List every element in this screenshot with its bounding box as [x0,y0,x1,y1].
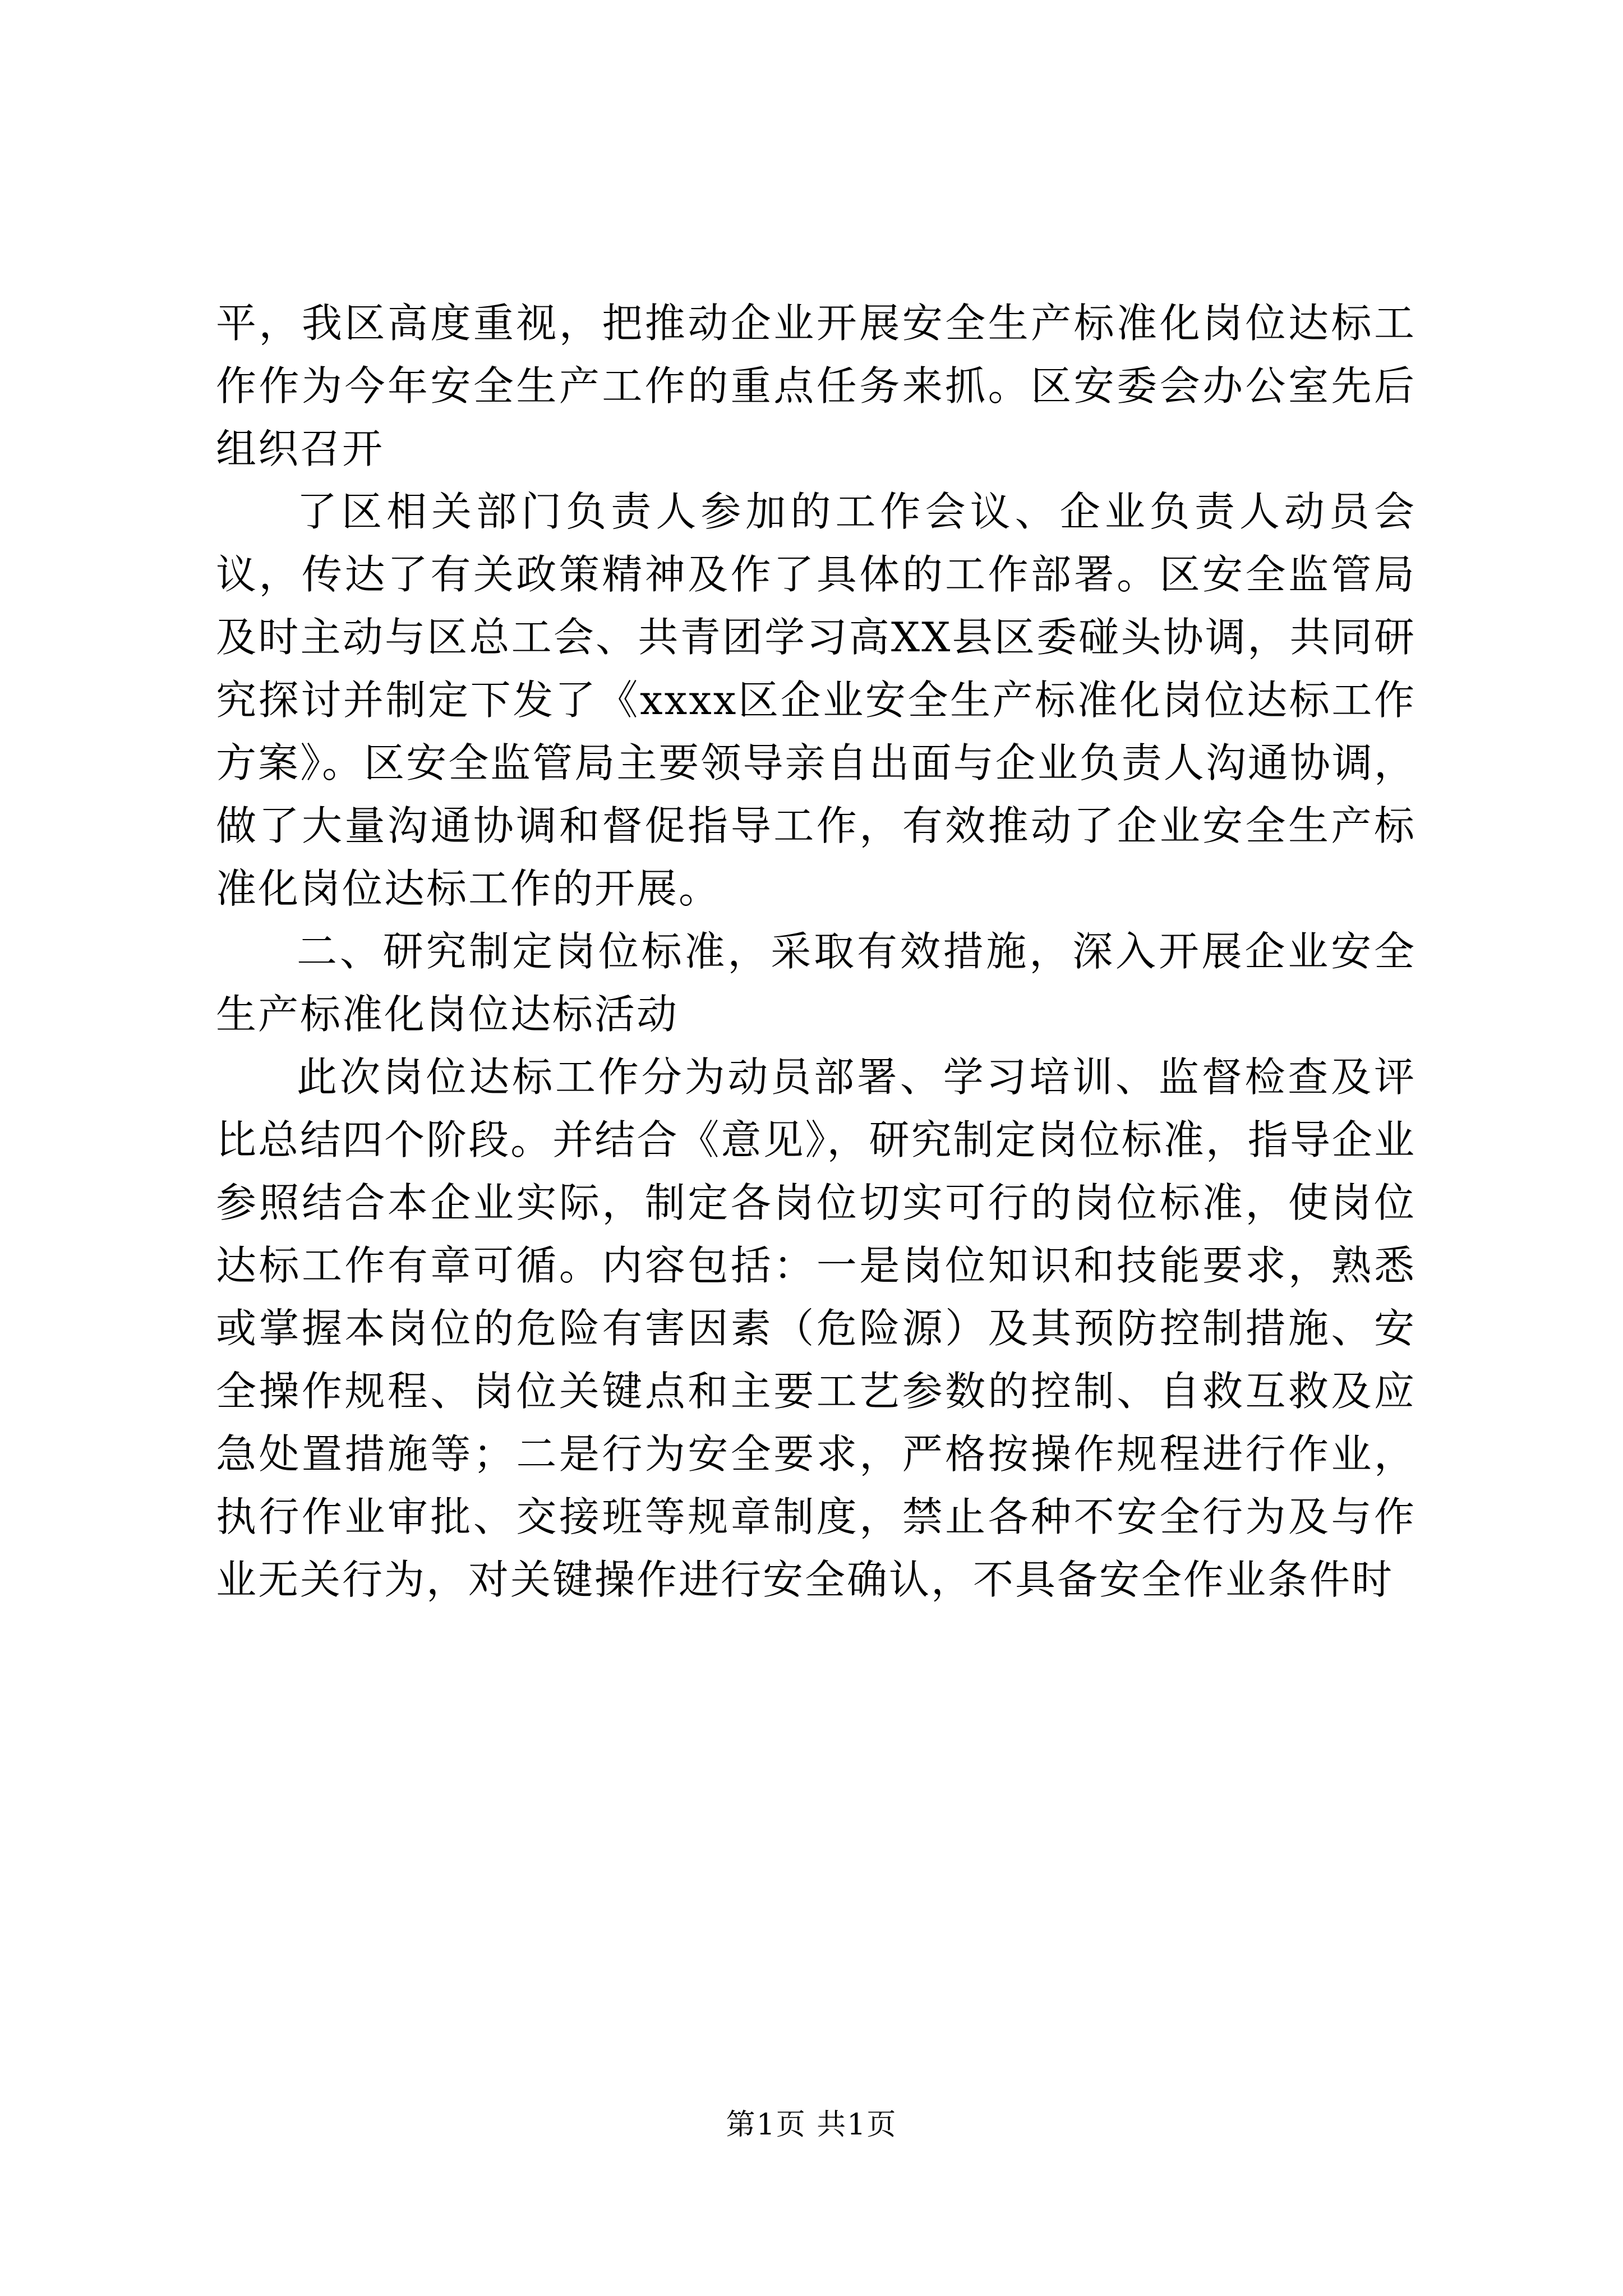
paragraph-continuation: 平，我区高度重视，把推动企业开展安全生产标准化岗位达标工作作为今年安全生产工作的重点任务来抓。区安委会办公室先后组织召开 [216,300,1416,472]
section-heading-two: 二、研究制定岗位标准，采取有效措施，深入开展企业安全生产标准化岗位达标活动 [216,928,1416,1038]
paragraph-stages: 此次岗位达标工作分为动员部署、学习培训、监督检查及评比总结四个阶段。并结合《意见》，研究制定岗位标准，指导企业参照结合本企业实际，制定各岗位切实可行的岗位标准，使岗位达标工作有章可循。内容包括：一是岗位知识和技能要求，熟悉或掌握本岗位的危险有害因素（危险源）及其预防控制措施、安全操作规程、岗位关键点和主要工艺参数的控制、自救互救及应急处置措施等；二是行为安全要求，严格按操作规程进行作业，执行作业审批、交接班等规章制度，禁止各种不安全行为及与作业无关行为，对关键操作进行安全确认，不具备安全作业条件时 [216,1053,1416,1603]
document-body [216,292,1416,1611]
paragraph-meetings: 了区相关部门负责人参加的工作会议、企业负责人动员会议，传达了有关政策精神及作了具体的工作部署。区安全监管局及时主动与区总工会、共青团学习高XX县区委碰头协调，共同研究探讨并制定下发了《xxxx区企业安全生产标准化岗位达标工作方案》。区安全监管局主要领导亲自出面与企业负责人沟通协调，做了大量沟通协调和督促指导工作，有效推动了企业安全生产标准化岗位达标工作的开展。 [216,488,1416,912]
page-footer: 第1页 共1页 [726,2108,897,2142]
